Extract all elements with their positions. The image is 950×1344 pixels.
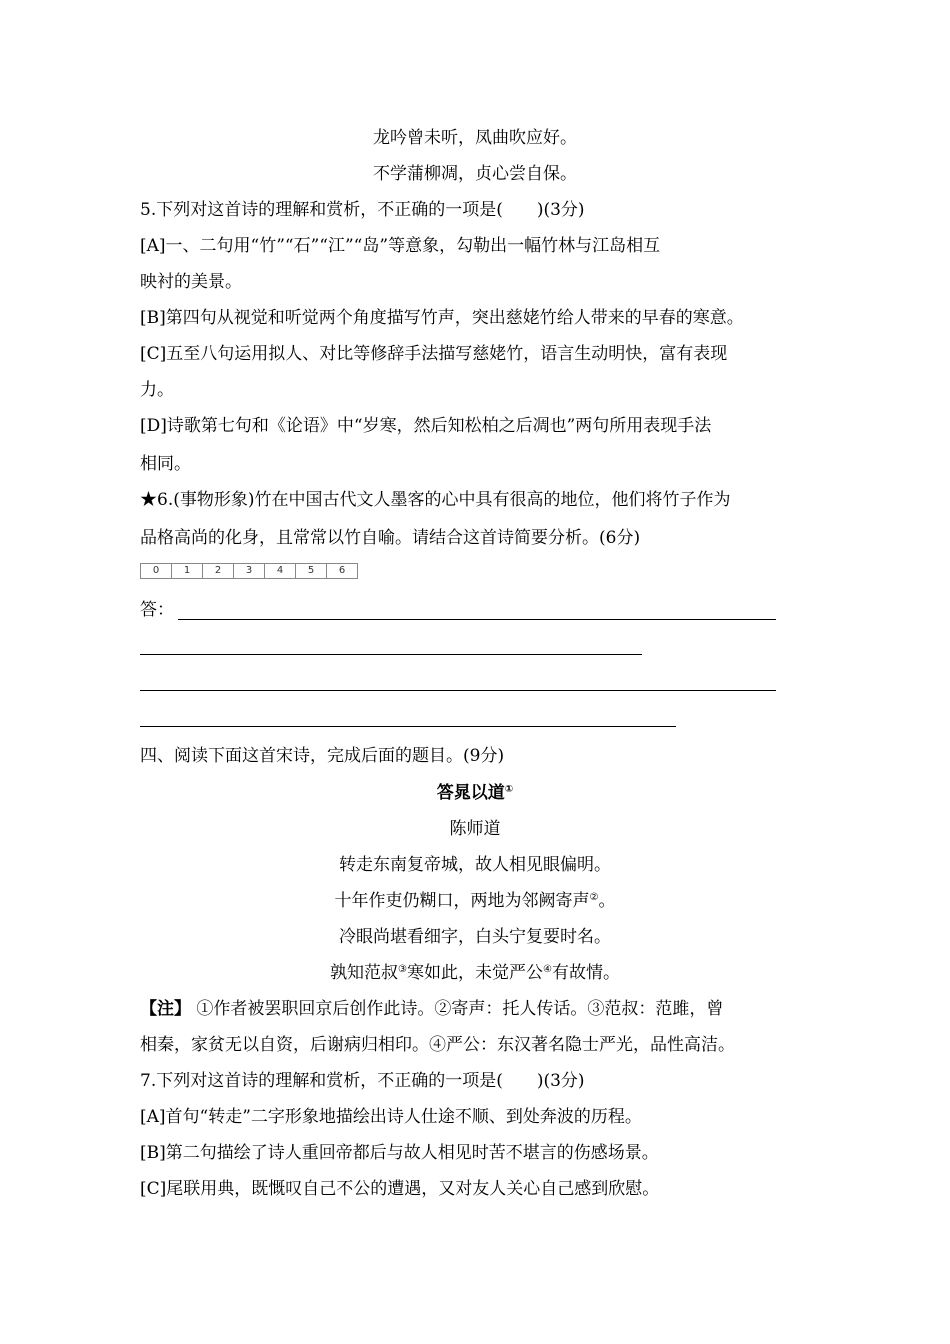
- answer-line-4[interactable]: [140, 726, 676, 727]
- poem-line-4: 孰知范叔③寒如此，未觉严公④有故情。: [330, 963, 620, 983]
- question-7-stem: 7.下列对这首诗的理解和赏析，不正确的一项是( )(3分): [140, 1071, 585, 1091]
- answer-line-2[interactable]: [140, 654, 642, 655]
- score-2[interactable]: 2: [203, 564, 234, 578]
- poem-line-1: 转走东南复帝城，故人相见眼偏明。: [339, 855, 611, 875]
- q5-option-c-cont: 力。: [140, 380, 174, 400]
- question-6-stem: ★6.(事物形象)竹在中国古代文人墨客的心中具有很高的地位，他们将竹子作为: [140, 490, 731, 510]
- score-6[interactable]: 6: [338, 565, 346, 576]
- score-0[interactable]: 0: [141, 564, 172, 578]
- q5-option-b: [B]第四句从视觉和听觉两个角度描写竹声，突出慈姥竹给人带来的早春的寒意。: [140, 308, 744, 328]
- score-1[interactable]: 1: [172, 564, 203, 578]
- q5-option-c: [C]五至八句运用拟人、对比等修辞手法描写慈姥竹，语言生动明快，富有表现: [140, 344, 728, 364]
- poem-title: 答晁以道①: [436, 783, 514, 803]
- q7-option-b: [B]第二句描绘了诗人重回帝都后与故人相见时苦不堪言的伤感场景。: [140, 1143, 659, 1163]
- notes: 【注】 ①作者被罢职回京后创作此诗。②寄声：托人传话。③范叔：范雎，曾: [140, 999, 724, 1019]
- q5-option-d: [D]诗歌第七句和《论语》中“岁寒，然后知松柏之后凋也”两句所用表现手法: [140, 416, 712, 436]
- answer-line-3[interactable]: [140, 690, 776, 691]
- poem-author: 陈师道: [449, 819, 501, 839]
- q5-option-d-cont: 相同。: [140, 454, 191, 474]
- poem-line-7: 龙吟曾未听，凤曲吹应好。: [373, 128, 577, 148]
- q5-option-a-cont: 映衬的美景。: [140, 272, 242, 292]
- q5-option-a: [A]一、二句用“竹”“石”“江”“岛”等意象，勾勒出一幅竹林与江岛相互: [140, 236, 661, 256]
- notes-cont: 相秦，家贫无以自资，后谢病归相印。④严公：东汉著名隐士严光，品性高洁。: [140, 1035, 735, 1055]
- answer-label: 答：: [140, 600, 174, 620]
- score-4[interactable]: 4: [265, 564, 296, 578]
- question-5-stem: 5.下列对这首诗的理解和赏析，不正确的一项是( )(3分): [140, 200, 585, 220]
- q7-option-c: [C]尾联用典，既慨叹自己不公的遭遇，又对友人关心自己感到欣慰。: [140, 1179, 660, 1199]
- poem-line-8: 不学蒲柳凋，贞心尝自保。: [373, 164, 577, 184]
- score-5[interactable]: 5: [296, 564, 327, 578]
- note-label: 【注】: [140, 999, 191, 1019]
- answer-line-1[interactable]: [178, 619, 776, 620]
- section-4-heading: 四、阅读下面这首宋诗，完成后面的题目。(9分): [140, 746, 505, 766]
- poem-line-2: 十年作吏仍糊口，两地为邻阙寄声②。: [334, 891, 616, 911]
- score-3[interactable]: 3: [234, 564, 265, 578]
- q7-option-a: [A]首句“转走”二字形象地描绘出诗人仕途不顺、到处奔波的历程。: [140, 1107, 642, 1127]
- footnote-marker: ①: [504, 784, 514, 795]
- poem-line-3: 冷眼尚堪看细字，白头宁复要时名。: [339, 927, 611, 947]
- score-box: [140, 563, 358, 579]
- question-6-stem-cont: 品格高尚的化身，且常常以竹自喻。请结合这首诗简要分析。(6分): [140, 528, 641, 548]
